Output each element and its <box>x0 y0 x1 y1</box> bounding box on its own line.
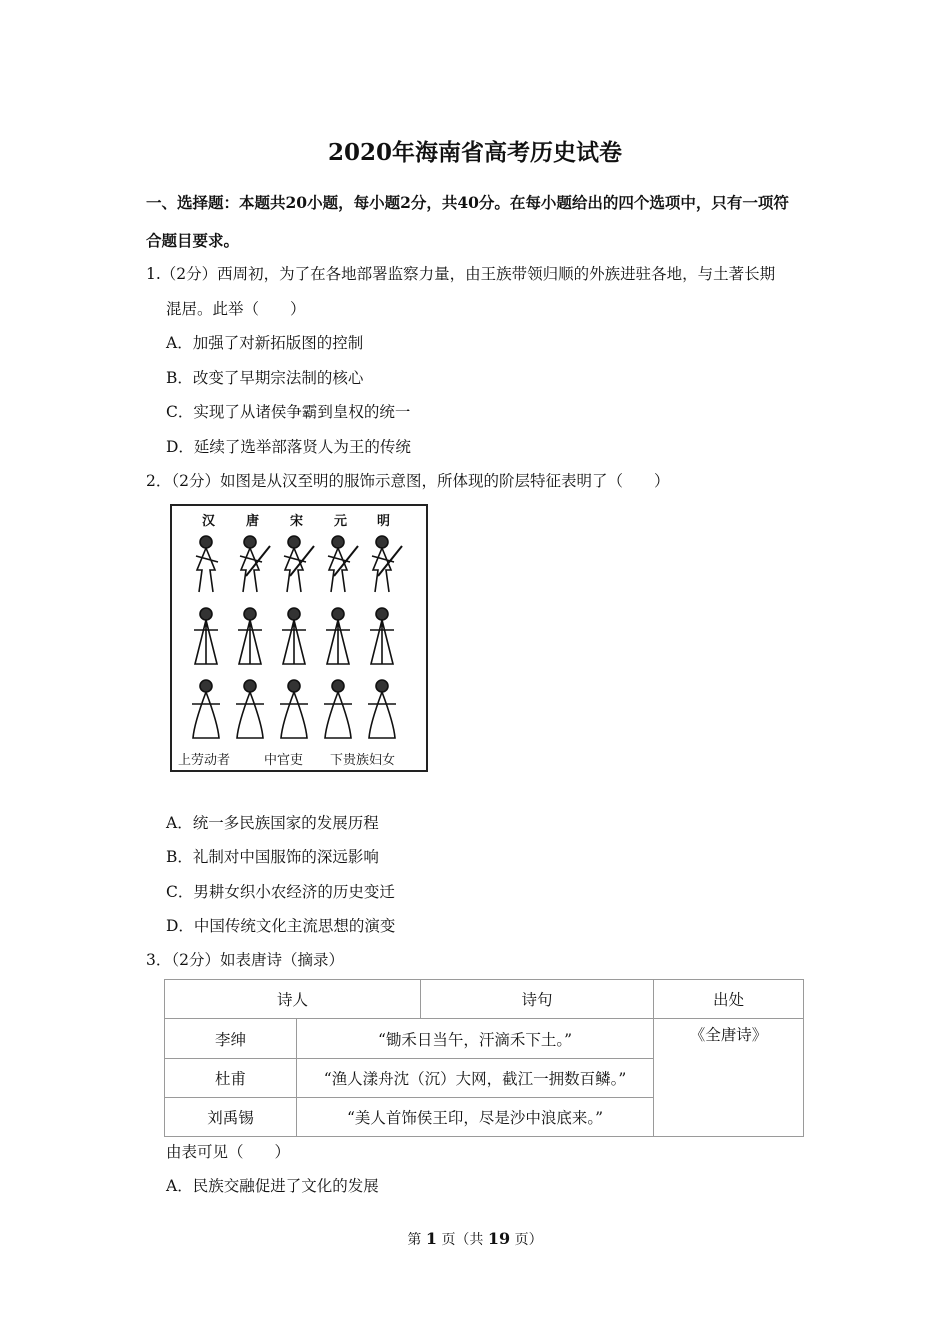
table-cell-poet: 李绅 <box>214 1030 246 1049</box>
costume-figure-official <box>282 608 306 664</box>
exam-title: 2020年海南省高考历史试卷 <box>327 139 622 166</box>
question-1-option-a: A．加强了对新拓版图的控制 <box>166 334 364 352</box>
costume-figure-noblewoman <box>324 680 352 738</box>
dynasty-label-han: 汉 <box>202 514 216 529</box>
section-heading-line2: 合题目要求。 <box>146 231 240 250</box>
row-label-officials: 中官吏 <box>264 753 304 768</box>
table-cell-poet: 杜甫 <box>214 1070 246 1088</box>
page-number: 1 <box>425 1229 437 1248</box>
costume-figure-official <box>238 608 262 664</box>
question-2-option-c: C．男耕女织小农经济的历史变迁 <box>166 883 395 901</box>
costume-figure-noblewoman <box>236 680 264 738</box>
dynasty-label-tang: 唐 <box>246 514 260 529</box>
costume-illustration <box>172 506 426 770</box>
table-cell-poet: 刘禹锡 <box>207 1109 254 1127</box>
costume-figure-laborer <box>284 536 314 592</box>
row-label-laborers: 上劳动者 <box>178 753 231 768</box>
question-2-option-a: A．统一多民族国家的发展历程 <box>166 814 379 832</box>
table-cell-verse: “锄禾日当午，汗滴禾下土。” <box>377 1030 573 1049</box>
dynasty-label-song: 宋 <box>290 514 304 529</box>
page-total: 19 <box>487 1229 511 1248</box>
question-1-stem-line2: 混居。此举（ ） <box>166 300 306 318</box>
question-3-option-a: A．民族交融促进了文化的发展 <box>166 1177 379 1195</box>
question-1-stem-line1: 1.（2分）西周初，为了在各地部署监察力量，由王族带领归顺的外族进驻各地，与土著长期 <box>146 265 776 283</box>
question-1-option-d: D．延续了选举部落贤人为王的传统 <box>166 438 411 456</box>
question-2-option-d: D．中国传统文化主流思想的演变 <box>166 917 396 935</box>
section-heading-line1: 一、选择题：本题共20小题，每小题2分，共40分。在每小题给出的四个选项中，只有一项符 <box>146 193 789 212</box>
question-3-after-table: 由表可见（ ） <box>166 1143 291 1161</box>
table-cell-source: 《全唐诗》 <box>689 1026 768 1044</box>
costume-figure-official <box>326 608 350 664</box>
table-cell-verse: “渔人漾舟沈（沉）大网，截江一拥数百鳞。” <box>323 1070 627 1088</box>
costume-figure-laborer <box>240 536 270 592</box>
costume-figure-noblewoman <box>280 680 308 738</box>
table-header-source: 出处 <box>712 991 744 1009</box>
dynasty-label-ming: 明 <box>377 514 391 529</box>
costume-figure-laborer <box>196 536 218 592</box>
costume-figure-noblewoman <box>368 680 396 738</box>
table-cell-verse: “美人首饰侯王印，尽是沙中浪底来。” <box>346 1109 604 1127</box>
question-1-option-b: B．改变了早期宗法制的核心 <box>166 369 364 387</box>
table-header-verse: 诗句 <box>521 991 553 1009</box>
question-2-stem: 2．（2分）如图是从汉至明的服饰示意图，所体现的阶层特征表明了（ ） <box>146 472 670 490</box>
costume-figure-noblewoman <box>192 680 220 738</box>
question-3-stem: 3．（2分）如表唐诗（摘录） <box>146 951 344 969</box>
costume-figure-laborer <box>328 536 358 592</box>
poem-table <box>164 979 804 1137</box>
costume-figure-laborer <box>372 536 402 592</box>
costume-figure-official <box>194 608 218 664</box>
page-footer: 第 1 页（共 19 页） <box>407 1229 543 1248</box>
costume-figure-official <box>370 608 394 664</box>
question-2-option-b: B．礼制对中国服饰的深远影响 <box>166 848 379 866</box>
row-label-noblewomen: 下贵族妇女 <box>330 753 396 768</box>
dynasty-label-yuan: 元 <box>334 514 348 529</box>
costume-figure <box>170 504 428 772</box>
table-header-poet: 诗人 <box>276 991 308 1009</box>
question-1-option-c: C．实现了从诸侯争霸到皇权的统一 <box>166 403 411 421</box>
